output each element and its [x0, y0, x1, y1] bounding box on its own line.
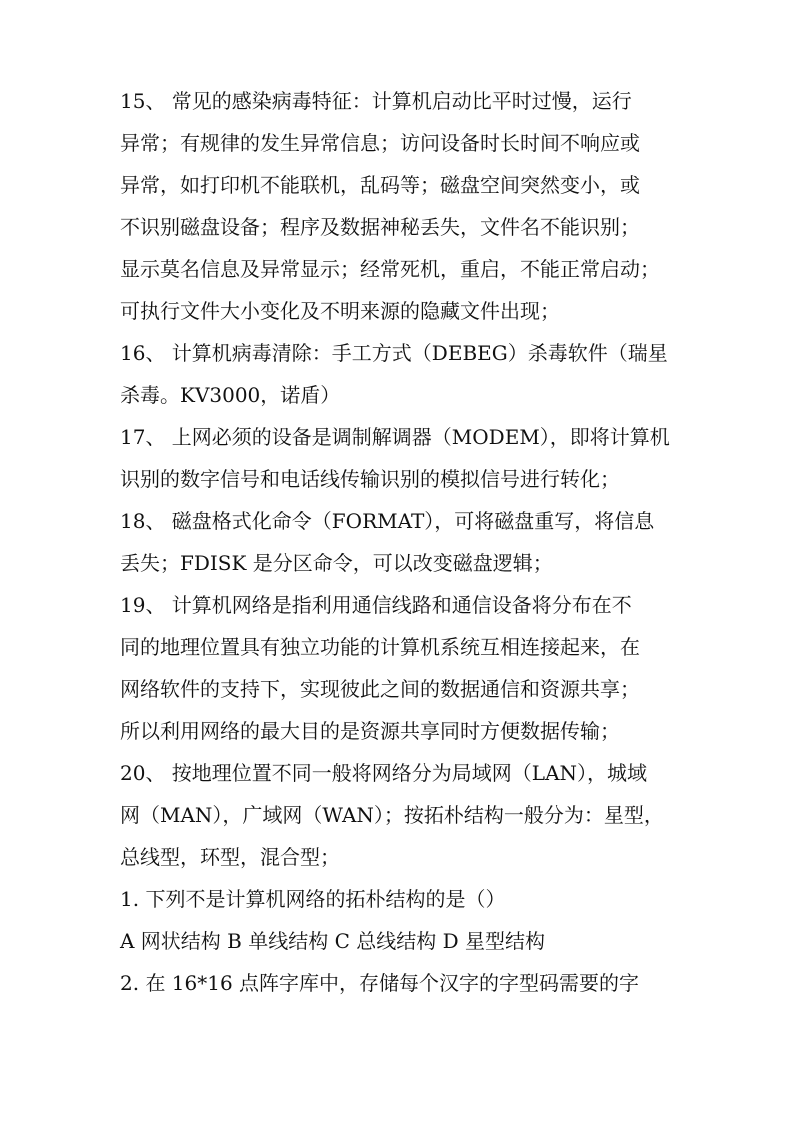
text-line-6: 可执行文件大小变化及不明来源的隐藏文件出现； [120, 299, 560, 323]
text-line-8: 杀毒。KV3000，诺盾） [120, 383, 341, 407]
text-line-16: 所以利用网络的最大目的是资源共享同时方便数据传输； [120, 719, 620, 743]
question-2-stem: 2. 在 16*16 点阵字库中，存储每个汉字的字型码需要的字 [120, 971, 640, 995]
text-line-9: 17、 上网必须的设备是调制解调器（MODEM），即将计算机 [120, 425, 670, 449]
text-line-2: 异常；有规律的发生异常信息；访问设备时长时间不响应或 [120, 131, 640, 155]
text-line-7: 16、 计算机病毒清除：手工方式（DEBEG）杀毒软件（瑞星 [120, 341, 668, 365]
text-line-11: 18、 磁盘格式化命令（FORMAT），可将磁盘重写，将信息 [120, 509, 655, 533]
text-line-18: 网（MAN），广域网（WAN）；按拓朴结构一般分为：星型， [120, 803, 664, 827]
text-line-3: 异常，如打印机不能联机，乱码等；磁盘空间突然变小，或 [120, 173, 640, 197]
text-line-15: 网络软件的支持下，实现彼此之间的数据通信和资源共享； [120, 677, 640, 701]
text-line-17: 20、 按地理位置不同一般将网络分为局域网（LAN），城域 [120, 761, 648, 785]
text-line-1: 15、 常见的感染病毒特征：计算机启动比平时过慢，运行 [120, 89, 632, 113]
document-body [120, 80, 680, 1004]
text-line-10: 识别的数字信号和电话线传输识别的模拟信号进行转化； [120, 467, 620, 491]
text-line-12: 丢失；FDISK 是分区命令，可以改变磁盘逻辑； [120, 551, 553, 575]
text-line-14: 同的地理位置具有独立功能的计算机系统互相连接起来，在 [120, 635, 640, 659]
text-line-4: 不识别磁盘设备；程序及数据神秘丢失，文件名不能识别； [120, 215, 640, 239]
question-1-options: A 网状结构 B 单线结构 C 总线结构 D 星型结构 [120, 929, 545, 953]
text-line-5: 显示莫名信息及异常显示；经常死机，重启，不能正常启动； [120, 257, 660, 281]
text-line-19: 总线型，环型，混合型； [120, 845, 340, 869]
question-1-stem: 1. 下列不是计算机网络的拓朴结构的是（） [120, 887, 506, 911]
text-line-13: 19、 计算机网络是指利用通信线路和通信设备将分布在不 [120, 593, 632, 617]
